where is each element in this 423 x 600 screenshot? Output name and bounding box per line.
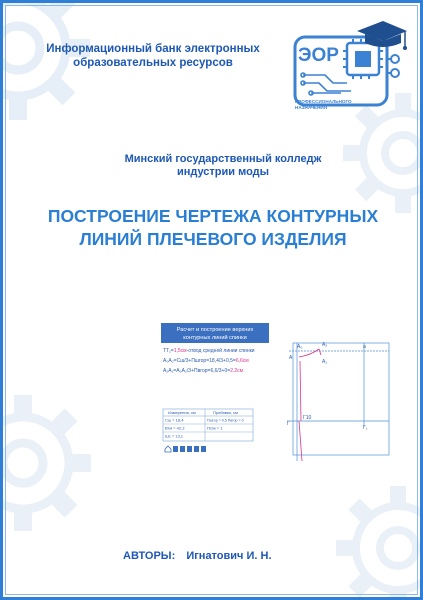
page-title: ПОСТРОЕНИЕ ЧЕРТЕЖА КОНТУРНЫХ ЛИНИЙ ПЛЕЧЕВОГО ИЗДЕЛИЯ [47,206,379,249]
pattern-drawing [287,343,389,461]
formula-1-a: ТТ₁= [163,348,174,354]
table-cell: Сш = 18,4 [165,417,184,423]
slide-preview [159,321,399,461]
authors-label: АВТОРЫ: [123,550,176,562]
formula-3-a: А₂А₁=А₀А₂/3+Пвгор=6,6/3+0= [163,368,231,374]
gear-icon [0,383,103,543]
gear-icon [323,473,423,600]
point-label: А₀ [297,344,303,350]
point-label: а [363,344,366,350]
nav-icon [180,446,185,452]
formula-1 [163,347,255,354]
logo-subtitle-line2: НАЗНАЧЕНИЯ [295,104,328,110]
point-label: А₂ [322,342,328,348]
formula-2-b: 6,6см [235,358,249,364]
formula-2-a: А₀А₂=Сш/3+Пшгор=18,4/3+0,5= [163,358,236,364]
logo-letters: ЭОР [298,45,339,66]
nav-icon [173,446,178,452]
table-cell: Шс = 13,1 [165,433,184,439]
nav-icon [187,446,192,452]
pattern-accent-lines [299,349,321,461]
point-label: А₁ [322,359,328,365]
logo-subtitle [295,99,375,110]
formula-2 [163,358,249,364]
banner-line1: Расчет и построение верхних [176,327,254,333]
nav-icon [201,446,206,452]
formula-3 [163,368,244,374]
authors-line [123,550,383,562]
nav-icons [165,446,206,452]
bank-title: Информационный банк электронных образовательных ресурсов [46,43,260,69]
formula-3-b: 2,2см [230,368,244,374]
formula-1-c: -отвод средней линии спинки [186,348,255,354]
author-name: Игнатович И. Н. [186,550,272,562]
formula-1-b: 1,5см [173,348,187,354]
nav-icon [194,446,199,452]
point-label: А [289,355,293,361]
banner-line2: контурных линий спинки [183,335,247,341]
table-cell: Пспк = 1 [207,425,223,431]
point-label: Г [287,421,290,427]
point-label: Г₁ [363,425,368,431]
measurement-table [163,409,253,441]
logo-subtitle-line1: ПРОФЕССИОНАЛЬНОГО [295,99,352,104]
table-cell: Втм = 42,3 [165,425,185,431]
college-name: Минский государственный колледж индустрии моды [124,153,322,178]
table-cell: Пшгор = 0,5 Пвгор = 0 [207,418,244,423]
table-header-measurements: Измерения, см [168,410,196,415]
home-icon [165,446,171,452]
point-label: Г10 [303,415,312,421]
table-header-allowances: Прибавки, см [213,410,238,415]
